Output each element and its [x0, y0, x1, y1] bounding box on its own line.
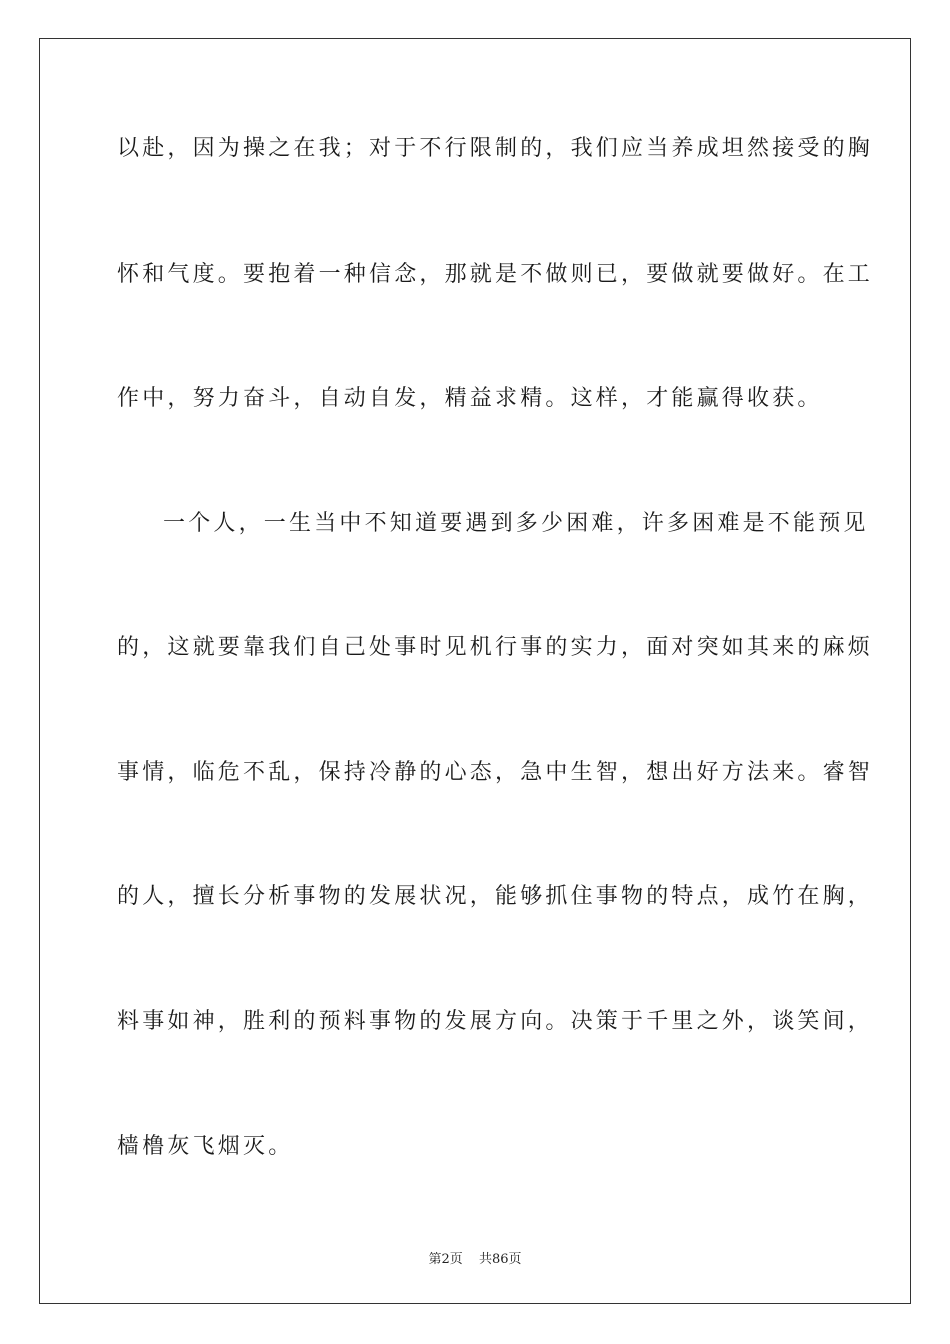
text-line: 怀和气度。要抱着一种信念，那就是不做则已，要做就要做好。在工 — [117, 262, 874, 287]
page-border — [39, 38, 911, 1304]
text-line: 事情，临危不乱，保持冷静的心态，急中生智，想出好方法来。睿智 — [117, 760, 874, 785]
page-total: 共86页 — [478, 1252, 522, 1267]
page-number: 第2页 — [428, 1252, 463, 1267]
text-line: 料事如神，胜利的预料事物的发展方向。决策于千里之外，谈笑间， — [117, 1009, 874, 1034]
text-line: 的，这就要靠我们自己处事时见机行事的实力，面对突如其来的麻烦 — [117, 635, 874, 660]
text-line: 作中，努力奋斗，自动自发，精益求精。这样，才能赢得收获。 — [117, 386, 823, 411]
text-line: 以赴，因为操之在我；对于不行限制的，我们应当养成坦然接受的胸 — [117, 136, 874, 161]
text-line: 一个人，一生当中不知道要遇到多少困难，许多困难是不能预见 — [163, 511, 869, 536]
page-footer — [0, 1248, 950, 1267]
text-line: 樯橹灰飞烟灭。 — [117, 1134, 294, 1159]
text-line: 的人，擅长分析事物的发展状况，能够抓住事物的特点，成竹在胸， — [117, 884, 874, 909]
